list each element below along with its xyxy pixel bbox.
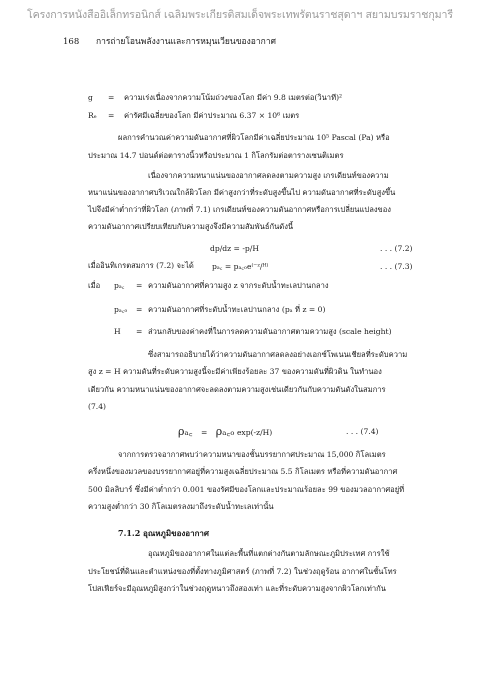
equation-7-2: dp/dz = -p/H (210, 244, 259, 253)
running-head (63, 34, 276, 48)
equation-7-4 (178, 424, 272, 439)
definition-text: ส่วนกลับของค่าคงที่ในการลดความดันอากาศตามความสูง (scale height) (148, 327, 392, 336)
paragraph-line: อุณหภูมิของอากาศในแต่ละพื้นที่แตกต่างกันตามลักษณะภูมิประเทศ การใช้ (148, 549, 390, 558)
definition-equals: = (136, 327, 143, 336)
paragraph-line: ความดันอากาศเปรียบเทียบกับความสูงจึงมีความสัมพันธ์กันดังนี้ (88, 222, 294, 231)
definition-equals: = (108, 93, 115, 102)
definition-symbol: pₐ꜀ₒ (114, 305, 128, 314)
definition-symbol: H (114, 327, 121, 336)
paragraph-line: ผลการคำนวณค่าความดันอากาศที่ผิวโลกมีค่าเฉลี่ยประมาณ 10⁵ Pascal (Pa) หรือ (118, 133, 390, 142)
definition-lead: เมื่อ (88, 281, 101, 290)
equation-lead-text: เมื่ออินทิเกรตสมการ (7.2) จะได้ (88, 261, 194, 270)
paragraph-line: ประโยชน์ที่ดินและตำแหน่งของที่ตั้งทางภูมิศาสตร์ (ภาพที่ 7.2) ในช่วงฤดูร้อน อากาศในชั้นโทร (88, 567, 397, 576)
definition-text: ความดันอากาศที่ระดับน้ำทะเลปานกลาง (pₐ ที่ z = 0) (148, 305, 326, 314)
definition-text: ความเร่งเนื่องจากความโน้มถ่วงของโลก มีค่า 9.8 เมตรต่อ(วินาที)² (124, 93, 343, 102)
equation-7-3: pₐ꜀ = pₐ꜀ₒe⁽⁻ᶻ/ᴴ⁾ (212, 262, 269, 271)
equation-rhs-rho: ρₐ꜀ₒ (215, 425, 235, 438)
equation-rhs: exp(-z/H) (236, 428, 273, 437)
equation-number: . . . (7.2) (380, 244, 413, 253)
paragraph-line: ซึ่งสามารถอธิบายได้ว่าความดันอากาศลดลงอย่างเอกซ์โพเนนเชียลที่ระดับความ (148, 350, 408, 359)
definition-equals: = (136, 281, 143, 290)
definition-text: ความดันอากาศที่ความสูง z จากระดับน้ำทะเลปานกลาง (148, 281, 329, 290)
paragraph-line: หนาแน่นของอากาศบริเวณใกล้ผิวโลก มีค่าสูงกว่าที่ระดับสูงขึ้นไป ความดันอากาศที่ระดับสูงขึ้น (88, 188, 396, 197)
definition-equals: = (108, 111, 115, 120)
paragraph-line: เดียวกัน ความหนาแน่นของอากาศจะลดลงตามความสูงเช่นเดียวกันกับความดันดังในสมการ (88, 385, 386, 394)
equation-equals: = (200, 428, 208, 437)
definition-equals: = (136, 305, 143, 314)
paragraph-line: ครึ่งหนึ่งของมวลของบรรยากาศอยู่ที่ความสูงเฉลี่ยประมาณ 5.5 กิโลเมตร หรือที่ความดันอากาศ (88, 467, 398, 476)
section-heading: 7.1.2 อุณหภูมิของอากาศ (118, 528, 209, 538)
page-number: 168 (63, 37, 80, 47)
paragraph-line: สูง z = H ความดันที่ระดับความสูงนี้จะมีค่าเพียงร้อยละ 37 ของความดันที่ผิวดิน ในทำนอง (88, 367, 382, 376)
definition-symbol: Rₑ (88, 111, 97, 120)
series-banner: โครงการหนังสืออิเล็กทรอนิกส์ เฉลิมพระเกียรติสมเด็จพระเทพรัตนราชสุดาฯ สยามบรมราชกุมารี (27, 9, 453, 21)
paragraph-line: 500 มิลลิบาร์ ซึ่งมีค่าต่ำกว่า 0.001 ของรัศมีของโลกและประมาณร้อยละ 99 ของมวลอากาศอยู่ที่ (88, 485, 405, 494)
equation-number: . . . (7.3) (380, 262, 413, 271)
paragraph-line: จากการตรวจอากาศพบว่าความหนาของชั้นบรรยากาศประมาณ 15,000 กิโลเมตร (118, 450, 386, 459)
equation-number: . . . (7.4) (346, 427, 379, 436)
paragraph-line: ไปจึงมีค่าต่ำกว่าที่ผิวโลก (ภาพที่ 7.1) เกรเดียนท์ของความดันอากาศหรือการเปลี่ยนแปลงของ (88, 205, 392, 214)
definition-symbol: g (88, 93, 93, 102)
paragraph-line: ความสูงต่ำกว่า 30 กิโลเมตรลงมาถึงระดับน้ำทะเลเท่านั้น (88, 502, 274, 511)
paragraph-line: โปสเฟียร์จะมีอุณหภูมิสูงกว่าในช่วงฤดูหนาวถึงสองเท่า และที่ระดับความสูงจากผิวโลกเท่ากัน (88, 584, 386, 593)
chapter-title: การถ่ายโอนพลังงานและการหมุนเวียนของอากาศ (95, 37, 276, 47)
paragraph-line: (7.4) (88, 402, 107, 411)
definition-symbol: pₐ꜀ (114, 281, 125, 290)
paragraph-line: ประมาณ 14.7 ปอนด์ต่อตารางนิ้วหรือประมาณ 1 กิโลกรัมต่อตารางเซนติเมตร (88, 151, 344, 160)
paragraph-line: เนื่องจากความหนาแน่นของอากาศลดลงตามความสูง เกรเดียนท์ของความ (148, 171, 389, 180)
definition-text: ค่ารัศมีเฉลี่ยของโลก มีค่าประมาณ 6.37 × 10⁶ เมตร (124, 111, 300, 120)
equation-lhs: ρₐ꜀ (178, 425, 193, 438)
